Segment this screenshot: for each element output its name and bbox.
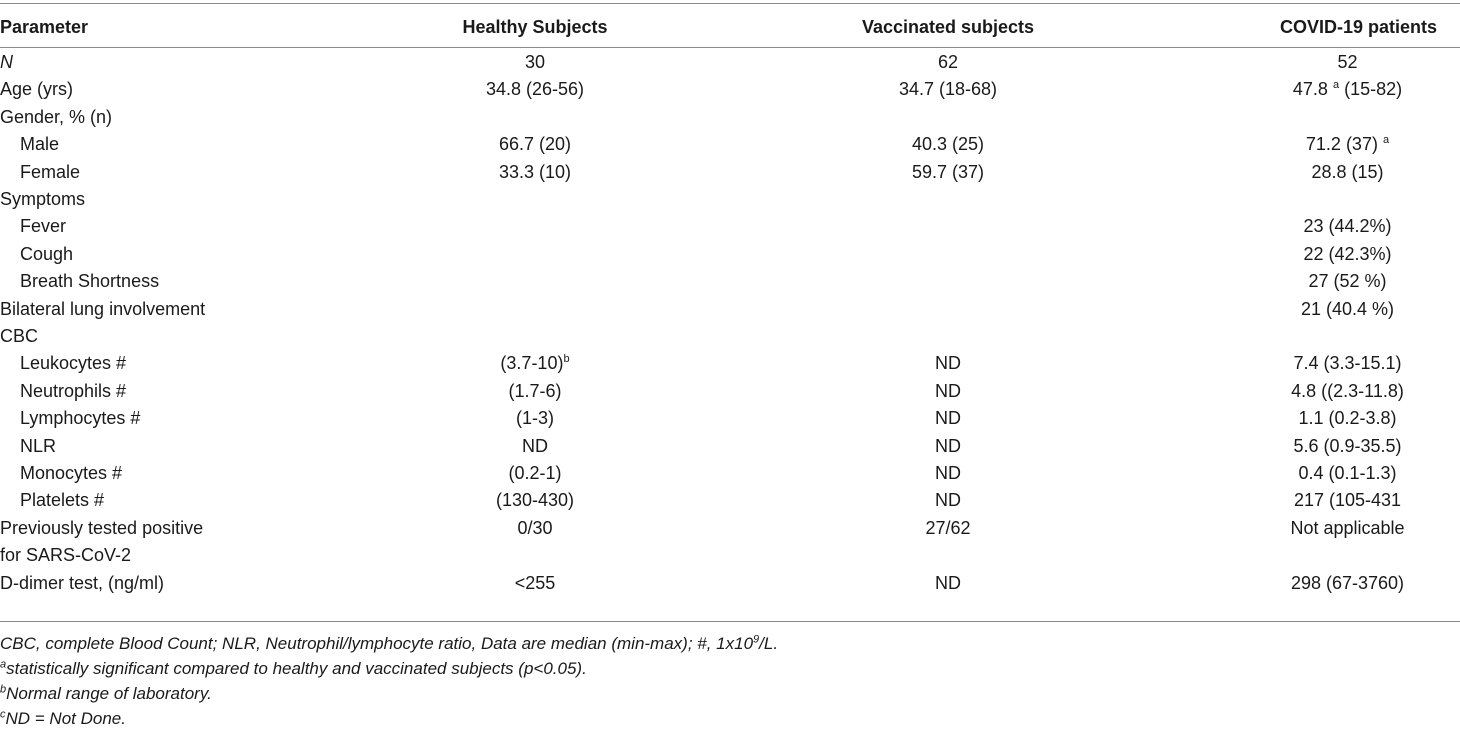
table-row	[0, 49, 1460, 76]
covid-cell: 23 (44.2%)	[1303, 216, 1392, 237]
header-vaccinated: Vaccinated subjects	[861, 17, 1035, 37]
table-row	[0, 460, 1460, 487]
healthy-cell	[385, 350, 685, 377]
header-covid: COVID-19 patients	[1280, 17, 1438, 37]
vaccinated-cell: ND	[935, 353, 961, 374]
footnote-a-text: statistically significant compared to healthy and vaccinated subjects (p<0.05).	[6, 659, 587, 678]
row-label: D-dimer test, (ng/ml)	[0, 572, 165, 593]
row-label: Platelets #	[20, 490, 105, 511]
healthy-cell: 34.8 (26-56)	[485, 79, 585, 100]
covid-cell: 21 (40.4 %)	[1300, 298, 1395, 319]
table-row	[0, 159, 1460, 186]
table-footnotes	[0, 631, 1460, 731]
table-top-rule	[0, 3, 1460, 4]
healthy-cell: (1.7-6)	[508, 380, 562, 401]
table-row	[0, 350, 1460, 377]
table-row	[0, 241, 1460, 268]
covid-cell: 0.4 (0.1-1.3)	[1298, 463, 1397, 483]
superscript-b: b	[563, 353, 570, 366]
header-rule	[0, 47, 1460, 48]
covid-cell: 298 (67-3760)	[1290, 572, 1405, 593]
healthy-cell: <255	[514, 572, 556, 593]
vaccinated-cell: ND	[935, 572, 961, 593]
table-row	[0, 515, 1460, 542]
row-label: for SARS-CoV-2	[0, 545, 132, 566]
table-row	[0, 186, 1460, 213]
covid-cell	[1235, 131, 1460, 158]
row-label: Neutrophils #	[20, 380, 127, 401]
vaccinated-cell: ND	[935, 435, 961, 456]
covid-value: 71.2 (37)	[1305, 134, 1378, 155]
covid-cell: 28.8 (15)	[1311, 161, 1384, 182]
covid-cell: 217 (105-431	[1293, 490, 1402, 511]
row-label: Previously tested positive	[0, 517, 204, 538]
vaccinated-cell: ND	[935, 490, 961, 511]
row-label: Lymphocytes #	[20, 408, 141, 429]
table-row	[0, 378, 1460, 405]
covid-value: 47.8	[1292, 79, 1328, 100]
healthy-cell: 30	[524, 52, 546, 72]
healthy-cell: 66.7 (20)	[498, 134, 572, 155]
row-label: Age (yrs)	[0, 79, 74, 100]
footnote-abbrev-exponent: 9	[753, 633, 760, 646]
footnote-b-text: Normal range of laboratory.	[6, 684, 212, 703]
vaccinated-cell: 59.7 (37)	[911, 161, 985, 182]
healthy-cell: 0/30	[517, 517, 553, 538]
row-label: NLR	[20, 435, 57, 456]
superscript-a: a	[1332, 79, 1340, 92]
vaccinated-cell: 62	[937, 52, 959, 72]
header-parameter: Parameter	[0, 17, 89, 37]
footnote-a-mark: a	[0, 658, 7, 671]
row-label: Cough	[20, 243, 74, 264]
row-label: CBC	[0, 326, 39, 346]
header-healthy: Healthy Subjects	[462, 17, 608, 37]
vaccinated-cell: 34.7 (18-68)	[898, 79, 998, 100]
footnote-abbrev-unit: /L.	[759, 634, 779, 653]
table-row	[0, 104, 1460, 131]
covid-cell: Not applicable	[1290, 517, 1405, 538]
healthy-cell: ND	[522, 435, 548, 456]
footnote-c-text: ND = Not Done.	[5, 709, 126, 728]
covid-cell: 27 (52 %)	[1308, 271, 1387, 292]
healthy-value: (3.7-10)	[500, 353, 564, 374]
row-label: Monocytes #	[20, 463, 123, 483]
table-row	[0, 296, 1460, 323]
row-label: Bilateral lung involvement	[0, 298, 206, 319]
vaccinated-cell: 40.3 (25)	[911, 134, 985, 155]
footnote-b-mark: b	[0, 683, 7, 696]
table-row	[0, 131, 1460, 158]
table-row	[0, 542, 1460, 569]
covid-cell	[1235, 76, 1460, 103]
footnote-abbreviations	[0, 631, 1460, 656]
row-label: Leukocytes #	[20, 353, 127, 374]
table-row	[0, 268, 1460, 295]
footnote-c	[0, 706, 1460, 731]
vaccinated-cell: ND	[935, 408, 961, 429]
row-label: Breath Shortness	[20, 271, 160, 292]
healthy-cell: 33.3 (10)	[498, 161, 572, 182]
footnote-b	[0, 681, 1460, 706]
covid-cell: 1.1 (0.2-3.8)	[1298, 408, 1397, 429]
row-label: Gender, % (n)	[0, 106, 113, 127]
footnote-a	[0, 656, 1460, 681]
table-row	[0, 323, 1460, 350]
covid-cell: 52	[1337, 52, 1358, 72]
table-row	[0, 433, 1460, 460]
row-label: Fever	[20, 216, 67, 237]
covid-cell: 5.6 (0.9-35.5)	[1293, 435, 1402, 456]
healthy-cell: (1-3)	[515, 408, 554, 429]
vaccinated-cell: 27/62	[925, 517, 971, 538]
vaccinated-cell: ND	[935, 463, 961, 483]
table-header-row	[0, 12, 1460, 42]
table-bottom-rule	[0, 621, 1460, 622]
vaccinated-cell: ND	[935, 380, 961, 401]
covid-range: (15-82)	[1344, 79, 1403, 100]
healthy-cell: (0.2-1)	[508, 463, 562, 483]
table-row	[0, 570, 1460, 597]
superscript-a: a	[1382, 134, 1390, 147]
row-label: Female	[20, 161, 81, 182]
row-label: N	[0, 52, 13, 72]
row-label: Symptoms	[0, 189, 86, 209]
row-label: Male	[20, 134, 60, 155]
footnote-abbrev-text: CBC, complete Blood Count; NLR, Neutrophil/lymphocyte ratio, Data are median (min-max); #, 1x10	[0, 634, 754, 653]
table-row	[0, 405, 1460, 432]
covid-cell: 22 (42.3%)	[1303, 243, 1392, 264]
covid-cell: 4.8 ((2.3-11.8)	[1291, 380, 1404, 401]
covid-cell: 7.4 (3.3-15.1)	[1293, 353, 1402, 374]
table-row	[0, 76, 1460, 103]
table-row	[0, 213, 1460, 240]
footnote-c-mark: c	[0, 708, 6, 721]
table-row	[0, 487, 1460, 514]
healthy-cell: (130-430)	[495, 490, 575, 511]
